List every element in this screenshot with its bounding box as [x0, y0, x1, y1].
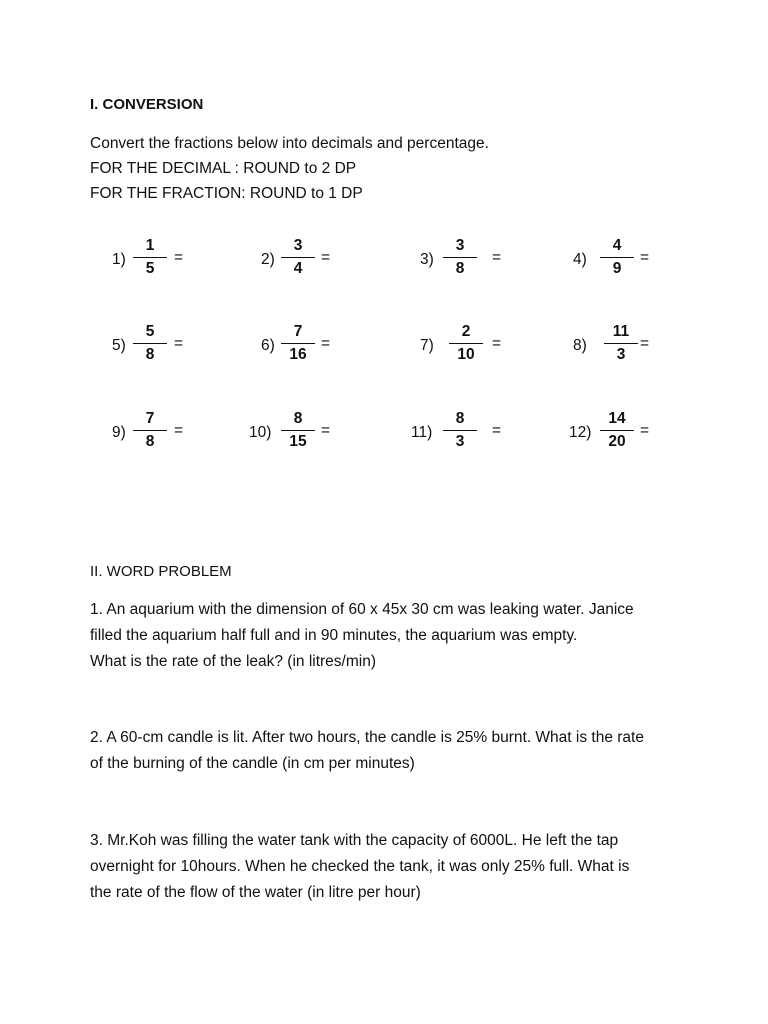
equals-sign: =: [640, 335, 650, 352]
fraction: [600, 237, 634, 278]
fraction-bar: [133, 257, 167, 258]
fraction-bar: [449, 343, 483, 344]
problem-number: 7): [420, 337, 434, 354]
denominator: 8: [145, 433, 155, 451]
equals-sign: =: [492, 249, 502, 266]
equals-sign: =: [321, 249, 331, 266]
fraction-bar: [443, 430, 477, 431]
problem-number: 4): [573, 251, 587, 268]
equals-sign: =: [321, 335, 331, 352]
equals-sign: =: [174, 422, 184, 439]
denominator: 16: [289, 346, 307, 364]
problem-line: What is the rate of the leak? (in litres/min): [90, 653, 377, 670]
numerator: 7: [145, 410, 155, 427]
problem-line: of the burning of the candle (in cm per minutes): [90, 755, 415, 772]
numerator: 5: [145, 323, 155, 340]
numerator: 4: [612, 237, 622, 254]
fraction-rule-text: FOR THE FRACTION: ROUND to 1 DP: [90, 185, 363, 202]
problem-number: 3): [420, 251, 434, 268]
numerator: 8: [293, 410, 303, 427]
denominator: 15: [289, 433, 307, 451]
problem-line: 3. Mr.Koh was filling the water tank with the capacity of 6000L. He left the tap: [90, 832, 619, 849]
fraction-bar: [281, 343, 315, 344]
problem-number: 9): [112, 424, 126, 441]
denominator: 5: [145, 260, 155, 278]
problem-line: the rate of the flow of the water (in litre per hour): [90, 884, 421, 901]
problem-line: 2. A 60-cm candle is lit. After two hours, the candle is 25% burnt. What is the rate: [90, 729, 644, 746]
fraction: [449, 323, 483, 364]
numerator: 3: [455, 237, 465, 254]
fraction: [133, 323, 167, 364]
fraction-bar: [281, 257, 315, 258]
decimal-rule-text: FOR THE DECIMAL : ROUND to 2 DP: [90, 160, 357, 177]
fraction-bar: [133, 343, 167, 344]
section-2-title: II. WORD PROBLEM: [90, 563, 232, 580]
numerator: 8: [455, 410, 465, 427]
problem-number: 12): [569, 424, 592, 441]
fraction-bar: [600, 257, 634, 258]
fraction-bar: [133, 430, 167, 431]
equals-sign: =: [640, 249, 650, 266]
problem-number: 1): [112, 251, 126, 268]
numerator: 2: [461, 323, 471, 340]
problem-number: 6): [261, 337, 275, 354]
numerator: 3: [293, 237, 303, 254]
denominator: 3: [455, 433, 465, 451]
fraction: [443, 237, 477, 278]
fraction-bar: [443, 257, 477, 258]
fraction: [281, 323, 315, 364]
problem-number: 10): [249, 424, 272, 441]
fraction: [443, 410, 477, 451]
equals-sign: =: [174, 335, 184, 352]
equals-sign: =: [492, 335, 502, 352]
denominator: 8: [145, 346, 155, 364]
problem-line: 1. An aquarium with the dimension of 60 x 45x 30 cm was leaking water. Janice: [90, 601, 634, 618]
numerator: 11: [612, 323, 630, 340]
problem-number: 11): [411, 424, 433, 441]
fraction: [133, 410, 167, 451]
numerator: 7: [293, 323, 303, 340]
fraction: [600, 410, 634, 451]
fraction: [281, 410, 315, 451]
word-problem-1: [90, 597, 690, 675]
equals-sign: =: [640, 422, 650, 439]
section-1-title: I. CONVERSION: [90, 96, 204, 113]
denominator: 10: [457, 346, 475, 364]
fraction: [281, 237, 315, 278]
problem-line: filled the aquarium half full and in 90 minutes, the aquarium was empty.: [90, 627, 578, 644]
numerator: 14: [608, 410, 626, 427]
denominator: 4: [293, 260, 303, 278]
problem-number: 8): [573, 337, 587, 354]
equals-sign: =: [492, 422, 502, 439]
instruction-text: Convert the fractions below into decimals and percentage.: [90, 135, 489, 152]
equals-sign: =: [321, 422, 331, 439]
numerator: 1: [145, 237, 155, 254]
problem-number: 5): [112, 337, 126, 354]
denominator: 8: [455, 260, 465, 278]
fraction-bar: [604, 343, 638, 344]
fraction: [604, 323, 638, 364]
denominator: 3: [616, 346, 626, 364]
denominator: 20: [608, 433, 626, 451]
word-problem-2: [90, 725, 690, 777]
problem-line: overnight for 10hours. When he checked the tank, it was only 25% full. What is: [90, 858, 630, 875]
fraction-bar: [600, 430, 634, 431]
equals-sign: =: [174, 249, 184, 266]
fraction-bar: [281, 430, 315, 431]
word-problem-3: [90, 828, 690, 906]
fraction: [133, 237, 167, 278]
denominator: 9: [612, 260, 622, 278]
problem-number: 2): [261, 251, 275, 268]
